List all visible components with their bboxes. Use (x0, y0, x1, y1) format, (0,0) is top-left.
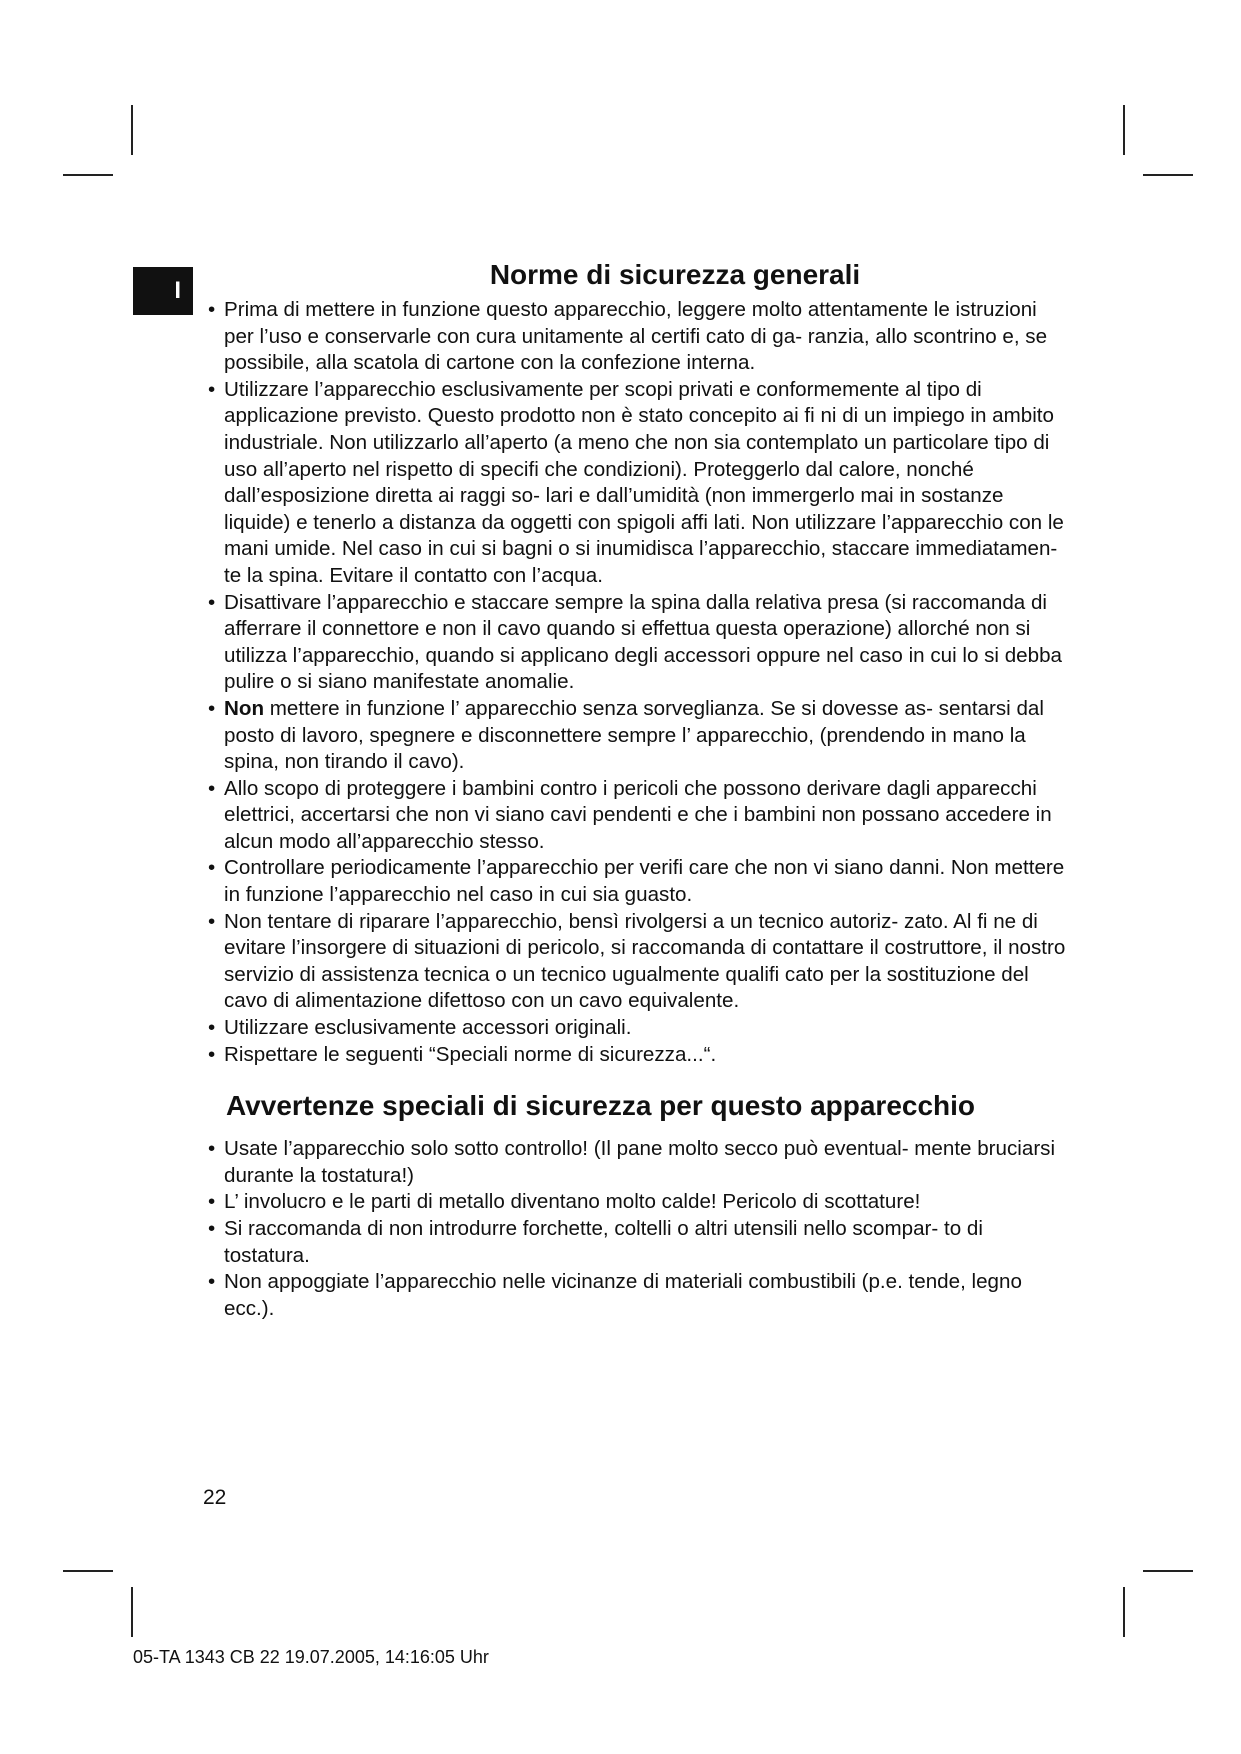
list-item-text: Non appoggiate l’apparecchio nelle vicinanze di materiali combustibili (p.e. tende, legno ecc.). (224, 1270, 1022, 1320)
crop-mark-bottom-left-vertical (131, 1587, 133, 1637)
section-title-general-safety: Norme di sicurezza generali (489, 259, 861, 290)
list-item-text: L’ involucro e le parti di metallo diventano molto calde! Pericolo di scottature! (224, 1190, 921, 1214)
bullet-icon: • (208, 856, 216, 880)
list-item (200, 909, 1070, 1015)
crop-mark-top-left-horizontal (63, 174, 113, 176)
section-title-special-safety: Avvertenze speciali di sicurezza per questo apparecchio (226, 1090, 976, 1122)
list-item-text: Allo scopo di proteggere i bambini contro i pericoli che possono derivare dagli apparecchi elettrici, accertarsi che non vi siano cavi pendenti e che i bambini non possano accedere in alcun modo all’apparecchio stesso. (224, 776, 1052, 853)
list-item-text: Disattivare l’apparecchio e staccare sempre la spina dalla relativa presa (si raccomanda di afferrare il connettore e non il cavo quando si effettua questa operazione) allorché non si utilizza l’apparecchio, quando si applicano degli accessori oppure nel caso in cui lo si debba pulire o si siano manifestate anomalie. (224, 590, 1062, 694)
crop-mark-top-right-vertical (1123, 105, 1125, 155)
list-item-text: mettere in funzione l’ apparecchio senza sorveglianza. Se si dovesse as- sentarsi dal posto di lavoro, spegnere e disconnettere sempre l’ apparecchio, (prendendo in mano la spina, non tirando il cavo). (224, 696, 1044, 774)
list-item-text: Prima di mettere in funzione questo apparecchio, leggere molto attentamente le istruzioni per l’uso e conservarle con cura unitamente al certifi cato di ga- ranzia, allo scontrino e, se possibile, alla scatola di cartone con la confezione interna. (224, 298, 1048, 375)
list-item (200, 855, 1070, 908)
list-item (200, 1042, 1070, 1069)
general-safety-list (200, 297, 1070, 1068)
crop-mark-bottom-right-horizontal (1143, 1570, 1193, 1572)
list-item (200, 1216, 1070, 1269)
language-tab: I (133, 267, 193, 315)
bullet-icon: • (208, 1217, 216, 1240)
bullet-icon: • (208, 909, 216, 933)
bullet-icon: • (208, 377, 216, 401)
page-number: 22 (203, 1486, 227, 1509)
list-item (200, 377, 1070, 590)
crop-mark-top-right-horizontal (1143, 174, 1193, 176)
bullet-icon: • (208, 1190, 216, 1214)
list-item-text: Non tentare di riparare l’apparecchio, bensì rivolgersi a un tecnico autoriz- zato. Al fi ne di evitare l’insorgere di situazioni di pericolo, si raccomanda di contattare il costruttore, il nostro servizio di assistenza tecnica o un tecnico ugualmente qualifi cato per la sostituzione del cavo di alimentazione difettoso con un cavo equivalente. (224, 909, 1066, 1013)
list-item-text: Controllare periodicamente l’apparecchio per verifi care che non vi siano danni. Non mettere in funzione l’apparecchio nel caso in cui sia guasto. (224, 856, 1065, 907)
bullet-icon: • (208, 1270, 216, 1294)
list-item (200, 1015, 1070, 1042)
bullet-icon: • (208, 1016, 216, 1040)
page-content (200, 255, 1070, 1322)
crop-mark-bottom-left-horizontal (63, 1570, 113, 1572)
list-item (200, 1136, 1070, 1189)
list-item (200, 297, 1070, 377)
list-item (200, 1269, 1070, 1322)
special-safety-list (200, 1136, 1070, 1322)
crop-mark-top-left-vertical (131, 105, 133, 155)
bullet-icon: • (208, 1137, 216, 1161)
print-footer: 05-TA 1343 CB 22 19.07.2005, 14:16:05 Uhr (133, 1647, 489, 1667)
crop-mark-bottom-right-vertical (1123, 1587, 1125, 1637)
list-item-lead: Non (224, 696, 265, 720)
bullet-icon: • (208, 696, 216, 720)
list-item-text: Utilizzare l’apparecchio esclusivamente per scopi privati e conformemente al tipo di applicazione previsto. Questo prodotto non è stato concepito ai fi ni di un impiego in ambito industriale. Non utilizzarlo all’aperto (a meno che non sia contemplato un particolare tipo di uso all’aperto nel rispetto di specifi che condizioni). Proteggerlo dal calore, nonché dall’esposizione diretta ai raggi so- lari e dall’umidità (non immergerlo mai in sostanze liquide) e tenerlo a distanza da oggetti con spigoli affi lati. Non utilizzare l’apparecchio con le mani umide. Nel caso in cui si bagni o si inumidisca l’apparecchio, staccare immediatamen- te la spina. Evitare il contatto con l’acqua. (224, 377, 1064, 587)
list-item (200, 590, 1070, 696)
list-item-text: Usate l’apparecchio solo sotto controllo! (Il pane molto secco può eventual- mente bruciarsi durante la tostatura!) (224, 1137, 1056, 1187)
list-item-text: Si raccomanda di non introdurre forchette, coltelli o altri utensili nello scompar- to di tostatura. (224, 1217, 983, 1267)
bullet-icon: • (208, 590, 216, 614)
list-item-text: Utilizzare esclusivamente accessori originali. (224, 1016, 632, 1040)
bullet-icon: • (208, 298, 216, 321)
list-item-text: Rispettare le seguenti “Speciali norme di sicurezza...“. (224, 1042, 717, 1066)
list-item (200, 776, 1070, 856)
list-item (200, 696, 1070, 776)
bullet-icon: • (208, 1042, 216, 1066)
list-item (200, 1189, 1070, 1216)
bullet-icon: • (208, 776, 216, 800)
